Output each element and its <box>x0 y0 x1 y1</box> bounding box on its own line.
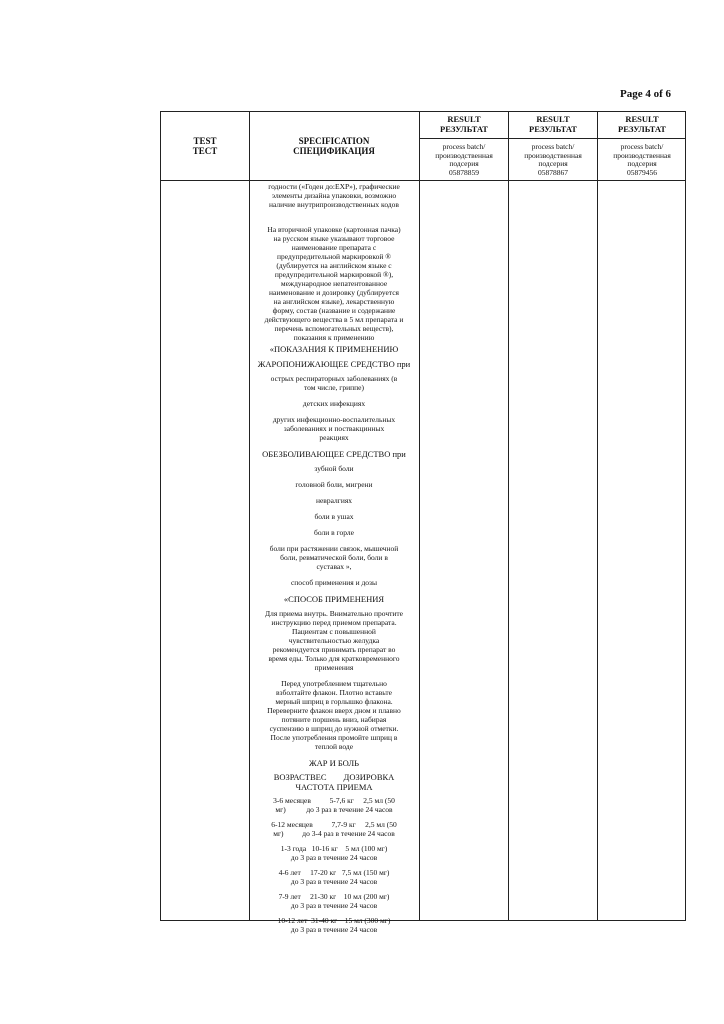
header-divider <box>161 180 685 181</box>
header-specification: SPECIFICATION СПЕЦИФИКАЦИЯ <box>293 136 375 156</box>
page-number: Page 4 of 6 <box>620 88 672 100</box>
indication-item: детских инфекциях <box>302 399 366 408</box>
fever-title: ЖАР И БОЛЬ <box>308 758 360 768</box>
dosage-row: 4-6 лет 17-20 кг 7,5 мл (150 мг) до 3 раз в течение 24 часов <box>278 868 390 886</box>
indication-item: боли в ушах <box>314 512 354 521</box>
analgesic-title: ОБЕЗБОЛИВАЮЩЕЕ СРЕДСТВО при <box>262 449 406 459</box>
indication-item: головной боли, мигрени <box>295 480 373 489</box>
specification-text <box>250 182 418 940</box>
indication-item: зубной боли <box>314 464 354 473</box>
spec-table <box>160 111 686 934</box>
indications-title: «ПОКАЗАНИЯ К ПРИМЕНЕНИЮ <box>269 344 399 354</box>
column-divider <box>419 112 420 920</box>
antipyretic-title: ЖАРОПОНИЖАЮЩЕЕ СРЕДСТВО при <box>257 359 411 369</box>
batch-info-3: process batch/ производственная подсерия 05879456 <box>613 142 671 177</box>
result-header-3: RESULT РЕЗУЛЬТАТ <box>618 114 666 134</box>
indication-item: боли при растяжении связок, мышечной боли, ревматической боли, боли в суставах », <box>269 544 399 571</box>
header-test: TEST ТЕСТ <box>192 136 218 156</box>
column-divider <box>597 112 598 920</box>
usage-paragraph: Перед употреблением тщательно взболтайте флакон. Плотно вставьте мерный шприц в горлышко флакона. Переверните флакон вверх дном и плавно потяните поршень вниз, набирая суспензию в шприц до нужной отметки. После употребления промойте шприц в теплой воде <box>267 679 401 751</box>
batch-info-2: process batch/ производственная подсерия 05878867 <box>524 142 582 177</box>
indication-item: острых респираторных заболеваниях (в том числе, гриппе) <box>270 374 398 392</box>
method-title: «СПОСОБ ПРИМЕНЕНИЯ <box>283 594 385 604</box>
row-divider <box>419 138 685 139</box>
method-paragraph: Для приема внутрь. Внимательно прочтите инструкцию перед приемом препарата. Пациентам с повышенной чувствительностью желудка рекомендуется принимать препарат во время еды. Только для кратковременного применения <box>264 609 404 672</box>
dosage-row: 10-12 лет 31-40 кг 15 мл (300 мг) до 3 раз в течение 24 часов <box>277 916 391 934</box>
dosage-row: 6-12 месяцев 7,7-9 кг 2,5 мл (50 мг) до 3-4 раз в течение 24 часов <box>271 820 397 838</box>
dosage-row: 3-6 месяцев 5-7,6 кг 2,5 мл (50 мг) до 3 раз в течение 24 часов <box>273 796 395 814</box>
batch-info-1: process batch/ производственная подсерия 05878859 <box>435 142 493 177</box>
column-divider <box>508 112 509 920</box>
dosage-header: ВОЗРАСТВЕС ДОЗИРОВКА ЧАСТОТА ПРИЕМА <box>273 772 395 792</box>
indication-item: других инфекционно-воспалительных заболеваниях и поствакцинных реакциях <box>272 415 396 442</box>
indication-item: боли в горле <box>314 528 354 537</box>
indication-item: способ применения и дозы <box>290 578 378 587</box>
intro-paragraph: годности («Годен до:EXP»), графические элементы дизайна упаковки, возможно наличие внутрипроизводственных кодов <box>268 182 400 209</box>
dosage-row: 1-3 года 10-16 кг 5 мл (100 мг) до 3 раз в течение 24 часов <box>280 844 388 862</box>
dosage-row: 7-9 лет 21-30 кг 10 мл (200 мг) до 3 раз в течение 24 часов <box>278 892 390 910</box>
result-header-2: RESULT РЕЗУЛЬТАТ <box>529 114 577 134</box>
indication-item: невралгиях <box>315 496 353 505</box>
result-header-1: RESULT РЕЗУЛЬТАТ <box>440 114 488 134</box>
secondary-packaging-paragraph: На вторичной упаковке (картонная пачка) на русском языке указывают торговое наименование препарата с предупредительной маркировкой ® (дублируется на английском языке с предупредительной маркировкой ®), международное непатентованное наименование и дозировку (дублируется на английском языке), лекарственную форму, состав (название и содержание действующего вещества в 5 мл препарата и перечень вспомогательных веществ), показания к применению <box>264 225 404 342</box>
